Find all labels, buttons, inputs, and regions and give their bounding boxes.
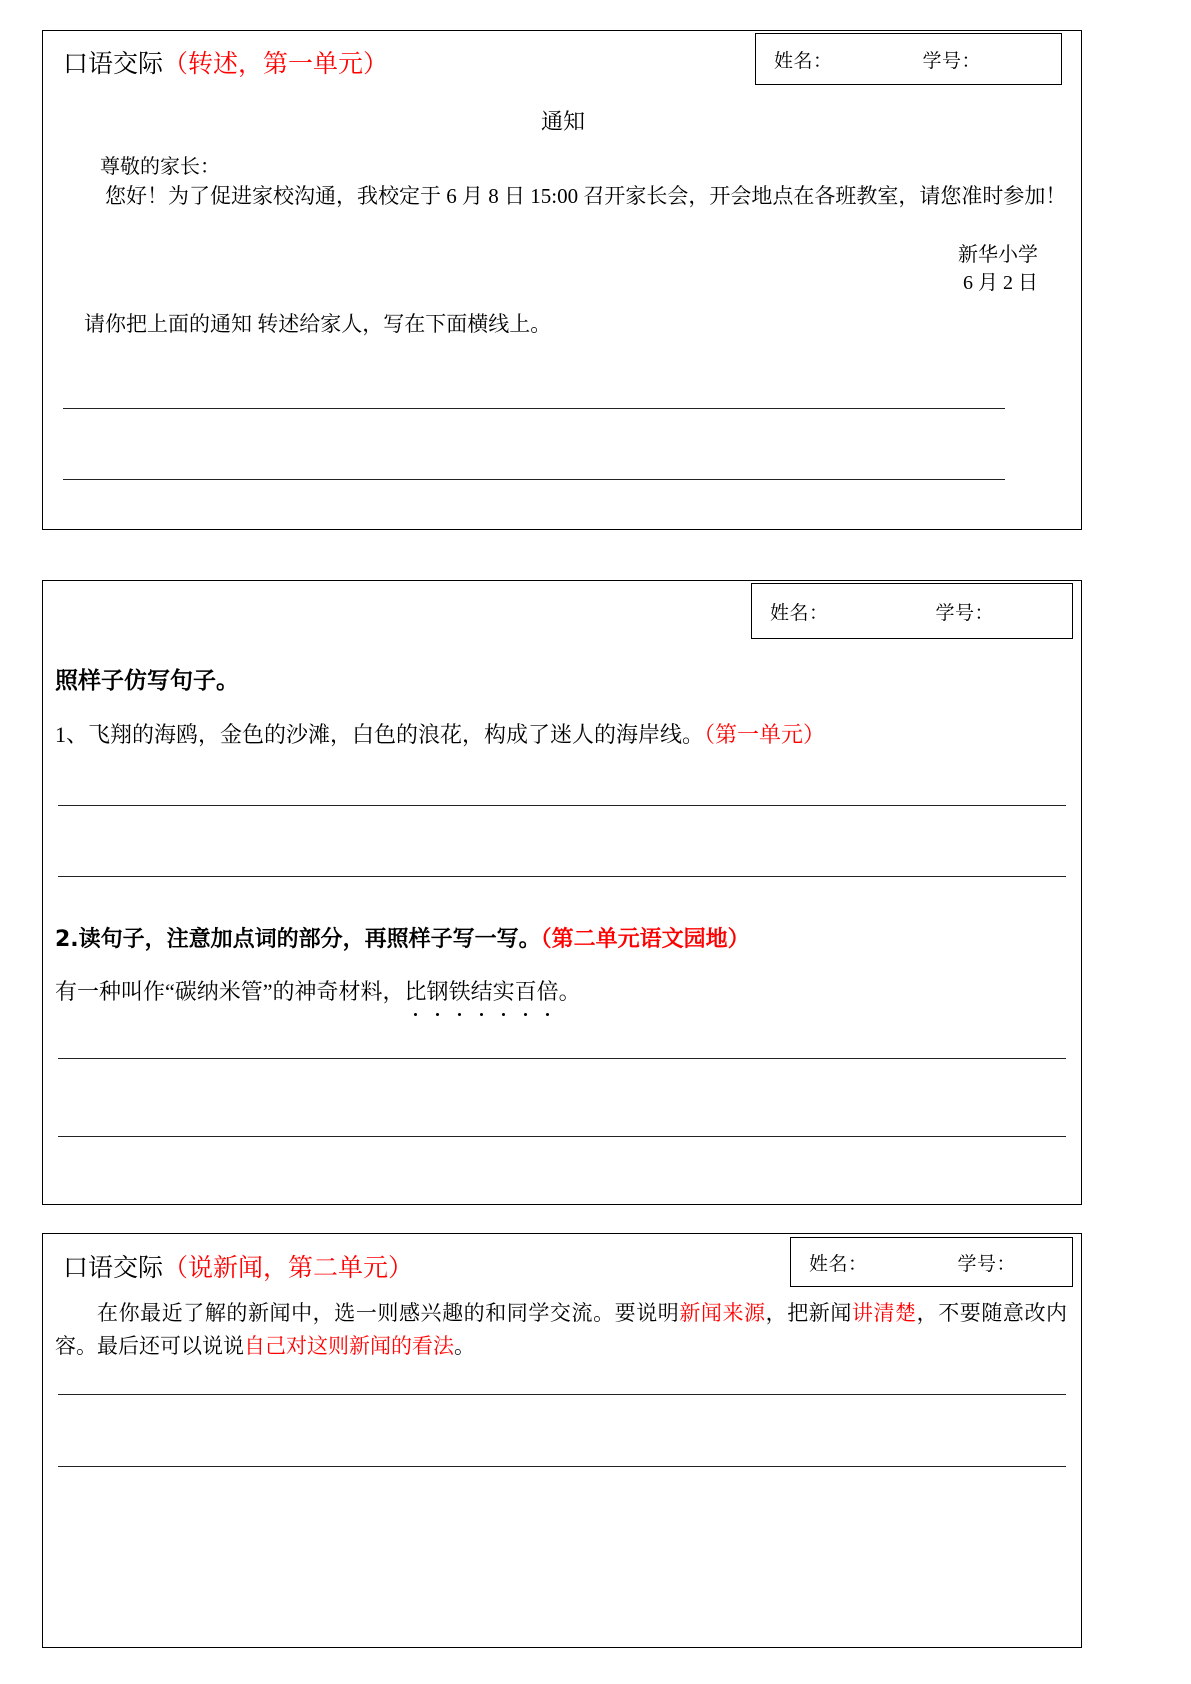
notice-heading: 通知 [540, 109, 585, 134]
section-1-name-box [755, 33, 1062, 85]
example-dotted-phrase: 比钢铁结实百倍 [405, 975, 559, 1009]
section-3-body [55, 1297, 1067, 1362]
section-3-card [42, 1233, 1082, 1648]
section-1-answer-line-2[interactable] [63, 479, 1005, 480]
item-1-number: 1、 [55, 722, 89, 747]
item-2-tag: （第二单元语文园地） [540, 927, 750, 952]
notice-signature-date: 6 月 2 日 [963, 272, 1038, 294]
section-1-instruction: 请你把上面的通知 转述给家人，写在下面横线上。 [84, 312, 552, 336]
section-1-title-main: 口语交际 [63, 51, 164, 78]
example-prefix: 有一种叫作“碳纳米管”的神奇材料， [55, 979, 405, 1004]
section-3-answer-line-2[interactable] [58, 1466, 1066, 1467]
name-label: 姓名： [770, 602, 829, 624]
section-3-title-tag: （说新闻，第二单元） [163, 1255, 414, 1282]
section-3-name-box [790, 1237, 1073, 1287]
section-2-item-2-answer-line-2[interactable] [58, 1136, 1066, 1137]
notice-salutation: 尊敬的家长： [100, 156, 220, 178]
section-2-heading: 照样子仿写句子。 [55, 668, 239, 694]
notice-body: 您好！为了促进家校沟通，我校定于 6 月 8 日 15:00 召开家长会，开会地点在各班教室，请您准时参加！ [105, 184, 1067, 208]
section-2-item-1-answer-line-1[interactable] [58, 805, 1066, 806]
notice-signature-org: 新华小学 [958, 244, 1038, 266]
section-2-item-2-example [55, 975, 1045, 1009]
section-1-answer-line-1[interactable] [63, 408, 1005, 409]
student-id-label: 学号： [957, 1253, 1016, 1275]
section-3-title [63, 1248, 413, 1284]
section-2-item-2-answer-line-1[interactable] [58, 1058, 1066, 1059]
section-3-highlight-source: 新闻来源 [679, 1301, 766, 1325]
name-label: 姓名： [774, 50, 833, 72]
section-2-item-2-prompt [55, 922, 750, 953]
section-1-title [63, 44, 388, 80]
section-2-item-1-answer-line-2[interactable] [58, 876, 1066, 877]
section-3-body-part-2: ，把新闻 [765, 1301, 852, 1325]
section-3-body-part-4: 。 [454, 1333, 475, 1358]
section-2-item-1 [55, 718, 1045, 752]
item-1-text: 飞翔的海鸥，金色的沙滩，白色的浪花，构成了迷人的海岸线。 [88, 722, 705, 747]
section-1-title-tag: （转述，第一单元） [163, 51, 389, 78]
section-3-body-part-3: ，不要随意改内容。最后还可以说说 [55, 1301, 1068, 1358]
example-suffix: 。 [558, 979, 581, 1004]
section-3-body-part-1: 在你最近了解的新闻中，选一则感兴趣的和同学交流。要说明 [97, 1301, 680, 1325]
item-2-prompt-text: 2.读句子，注意加点词的部分，再照样子写一写。 [55, 927, 541, 952]
section-3-title-main: 口语交际 [63, 1255, 164, 1282]
section-3-answer-line-1[interactable] [58, 1394, 1066, 1395]
name-label: 姓名： [809, 1253, 868, 1275]
student-id-label: 学号： [922, 50, 981, 72]
student-id-label: 学号： [935, 602, 994, 624]
section-2-name-box [751, 583, 1073, 639]
section-3-highlight-clarity: 讲清楚 [851, 1301, 917, 1325]
item-1-tag: （第一单元） [704, 722, 826, 747]
section-3-highlight-opinion: 自己对这则新闻的看法 [244, 1333, 454, 1358]
